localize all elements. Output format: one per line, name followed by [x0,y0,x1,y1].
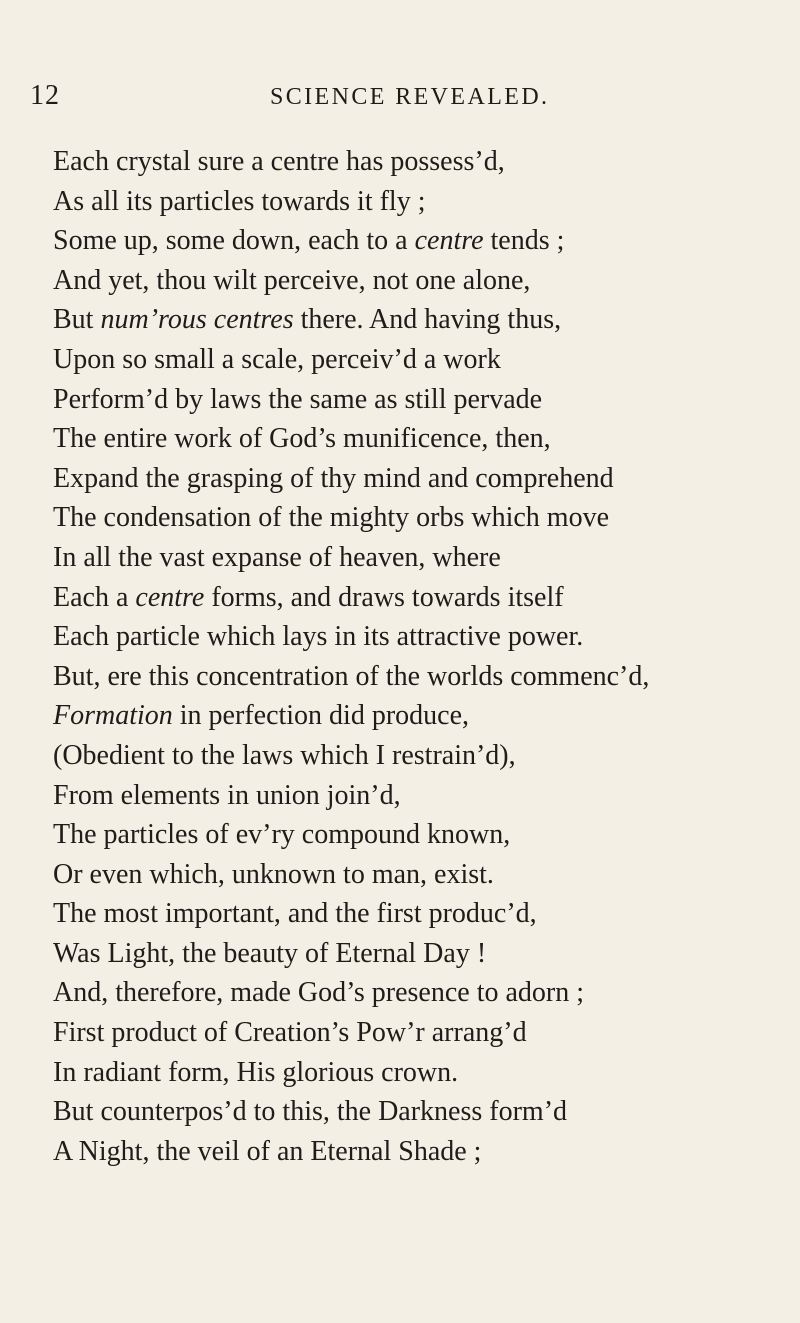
poem-line [53,657,793,697]
line-text: Perform’d by laws the same as still pervade [53,383,543,415]
poem-line [53,934,793,974]
line-text: A Night, the veil of an Eternal Shade ; [53,1135,482,1167]
emphasized-text: Formation [53,700,173,732]
line-text: (Obedient to the laws which I restrain’d), [53,739,516,771]
poem-line [53,894,793,934]
poem-line [53,776,793,816]
line-text: tends ; [483,225,565,257]
line-text: Or even which, unknown to man, exist. [53,858,494,890]
line-text: Each a [53,581,136,613]
line-text: Each crystal sure a centre has possess’d, [53,146,505,177]
poem-line [53,538,793,578]
line-text: The entire work of God’s munificence, then, [53,423,551,455]
poem-line [53,736,793,776]
poem-line [53,973,793,1013]
poem-line [53,261,793,301]
poem-line [53,815,793,855]
line-text: But, ere this concentration of the worlds commenc’d, [53,660,650,692]
poem-line [53,578,793,618]
line-text: In all the vast expanse of heaven, where [53,541,501,573]
line-text: Expand the grasping of thy mind and comprehend [53,462,614,494]
emphasized-text: centre [135,581,205,613]
poem-line [53,459,793,499]
line-text: forms, and draws towards itself [204,581,564,613]
poem-text [53,142,793,1171]
line-text: Some up, some down, each to a [53,225,415,257]
line-text: As all its particles towards it fly ; [53,185,426,217]
line-text: And yet, thou wilt perceive, not one alone, [53,264,531,296]
line-text: And, therefore, made God’s presence to adorn ; [53,977,585,1009]
line-text: there. And having thus, [293,304,562,336]
poem-line [53,1013,793,1053]
poem-line [53,498,793,538]
poem-line [53,340,793,380]
line-text: in perfection did produce, [172,700,470,732]
line-text: But counterpos’d to this, the Darkness form’d [53,1096,568,1128]
line-text: The particles of ev’ry compound known, [53,819,511,851]
poem-line [53,617,793,657]
line-text: From elements in union join’d, [53,779,401,811]
emphasized-text: centre [414,225,484,257]
poem-line [53,221,793,261]
line-text: In radiant form, His glorious crown. [53,1056,459,1088]
poem-line [53,142,793,182]
line-text: The condensation of the mighty orbs which move [53,502,609,534]
line-text: Upon so small a scale, perceiv’d a work [53,343,501,375]
poem-line [53,300,793,340]
page-header [30,80,770,120]
poem-line [53,1092,793,1132]
line-text: First product of Creation’s Pow’r arrang’d [53,1017,527,1049]
page-number: 12 [30,80,60,111]
emphasized-text: num’rous centres [100,304,294,336]
running-title: SCIENCE REVEALED. [270,84,550,110]
poem-line [53,419,793,459]
poem-line [53,380,793,420]
poem-line [53,1053,793,1093]
line-text: But [53,304,101,336]
line-text: Each particle which lays in its attractive power. [53,621,584,653]
poem-line [53,855,793,895]
line-text: Was Light, the beauty of Eternal Day ! [53,937,487,969]
poem-line [53,182,793,222]
poem-line [53,696,793,736]
line-text: The most important, and the first produc’d, [53,898,537,930]
poem-line [53,1132,793,1172]
